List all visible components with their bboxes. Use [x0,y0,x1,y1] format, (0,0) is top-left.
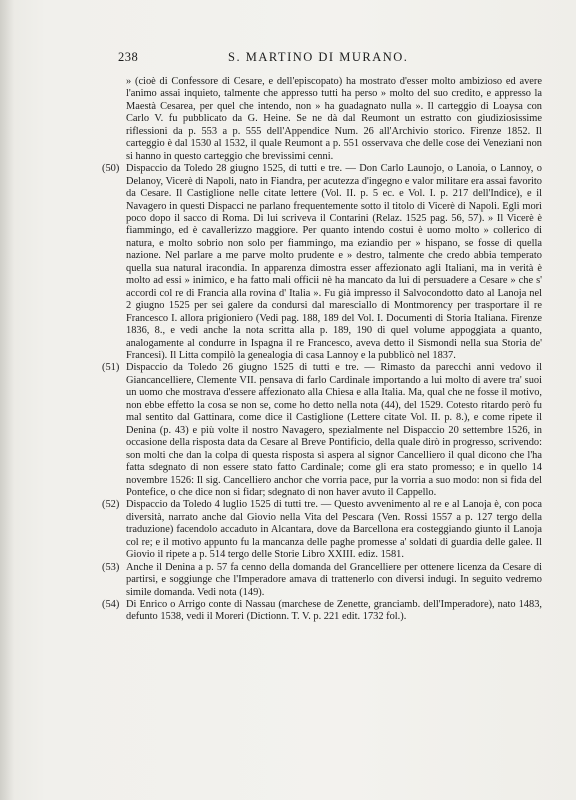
endnote-number: (50) [102,163,120,175]
endnote-52 [102,499,542,561]
page-spine-shadow [0,0,14,800]
endnote-text: Di Enrico o Arrigo conte di Nassau (marchese de Zenette, granciamb. dell'Imperadore), nato 1483, defunto 1538, vedi il Moreri (Dictionn. T. V. p. 221 edit. 1732 fol.). [126,599,542,623]
endnote-number: (53) [102,561,120,573]
running-head: S. MARTINO DI MURANO. [228,50,409,64]
endnote-text: Dispaccio da Toledo 4 luglio 1525 di tutti tre. — Questo avvenimento al re e al Lanoja è, con poca diversità, narrato anche dal Giovio nella Vita del Pescara (Ven. Rossi 1557 a p. 127 tergo della traduzione) facendolo accaduto in Alcantara, dove da Barcellona era costeggiando giunto il Lanoja col re; e il motivo appunto fu la mancanza delle paghe promesse a' soldati di guardia delle galee. Il Giovio il ripete a p. 514 tergo delle Storie Libro XXIII. ediz. 1581. [126,499,542,561]
endnote-number: (54) [102,599,120,611]
endnote-53 [102,562,542,599]
endnote-number: (51) [102,362,120,374]
endnote-text: Anche il Denina a p. 57 fa cenno della domanda del Grancelliere per ottenere licenza da Cesare di partirsi, e soggiunge che l'Imperadore amava di trattenerlo con diversi indugi. In seguito vedremo simile domanda. Vedi nota (149). [126,561,542,598]
note-continuation: » (cioè di Confessore di Cesare, e dell'episcopato) ha mostrato d'esser molto ambizioso ed avere l'animo assai inquieto, talmente che appresso tutti ha perso » molto del suo credito, e appresso la Maestà Cesarea, per quel che intendo, non » ha guadagnato nulla ». Il carteggio di Loaysa con Carlo V. fu pubblicato da G. Heine. Se ne dà dal Reumont un estratto con giudiziosissime riflessioni da p. 553 a p. 555 dell'Appendice Num. 26 all'Archivio storico. Firenze 1852. Il carteggio è dal 1530 al 1532, il quale Reumont a p. 551 osservava che delle cose dei Veneziani non si hanno in questo carteggio che brevissimi cenni. [126,76,542,162]
endnote-text: Dispaccio da Toledo 28 giugno 1525, di tutti e tre. — Don Carlo Launojo, o Lanoia, o Lannoy, o Delanoy, Vicerè di Napoli, nato in Fiandra, per acutezza d'ingegno e valor militare era assai favorito da Cesare. Il Castiglione nelle citate lettere (Vol. II. p. 5 ec. e Vol. I. p. 217 dell'Indice), e il Navagero in questi Dispacci ne parlano frequentemente sotto il titolo di Vicerè di Napoli. Egli morì poco dopo il sacco di Roma. Di lui scriveva il Contarini (Relaz. 1525 pag. 56, 57). » Il Vicerè è fiammingo, ed è cavallerizzo maggiore. Per quanto intendo costui è uomo molto » collerico di natura, e molto sobrio non solo per fiammingo, ma eziandio per » hispano, se fosse di quella nazione. Nel parlare a me parve molto prudente e » destro, talmente che credo abbia temperato quella sua natural iracondia. In apparenza dimostra esser affezionato agli Italiani, ma in verità è molto ad essi » inimico, e ha fatto mali officii nè ha mancato da lui di persuadere a Cesare » che s' accordi col re di Francia alla rovina d' Italia ». Fu già impresso il Salvocondotto dato al Lanoja nel 2 giugno 1525 per sei galere da condursi dal maresciallo di Montmorency per trasportare il re Francesco I. allora prigioniero (Vedi pag. 188, 189 del Vol. I. Documenti di Storia Italiana. Firenze 1836, 8., e vedi anche la nota scritta alla p. 189, 190 di quel volume appoggiata a quanto, analogamente al condurre in Ispagna il re Francesco, aveva detto il Sismondi nella sua Storia de' Francesi). Il Litta compilò la genealogia di casa Lannoy e la pubblicò nel 1837. [126,163,542,361]
endnotes-body [102,76,542,624]
page-header [118,50,532,70]
endnote-number: (52) [102,499,120,511]
endnote-text: Dispaccio da Toledo 26 giugno 1525 di tutti e tre. — Rimasto da parecchi anni vedovo il Giancancelliere, Clemente VII. pensava di farlo Cardinale importando a lui molto di avere tra' suoi un uomo che mostrava d'essere affezionato alla Chiesa e alla Italia. Ma, qual che ne fosse il motivo, non ebbe effetto la cosa se non se, come ho detto nella nota (44), del 1529. Cotesto ritardo però fu mal sentito dal Gattinara, come dice il Castiglione (Lettere citate Vol. II. p. 8.), e come ripete il Denina (p. 43) e più volte il nostro Navagero, spezialmente nel Dispaccio 20 settembre 1526, in occasione della risposta data da Cesare al Breve Pontificio, della quale dirò in progresso, scrivendo: son molti che dan la colpa di questa risposta sì aspera al signor Cancelliero il qual dicono che l'ha fatta sdegnato di non essere stato fatto Cardinale; come gli era stato promesso; e in quello 14 novembre 1526: Il sig. Cancelliero anchor che vorria pace, pur la vorria a suo modo: non si fida del Pontefice, o che dice non si fidar; sdegnato di non haver avuto il Cappello. [126,362,542,498]
endnote-51 [102,362,542,499]
endnote-54 [102,599,542,624]
endnote-50 [102,163,542,362]
page-number: 238 [118,50,139,64]
